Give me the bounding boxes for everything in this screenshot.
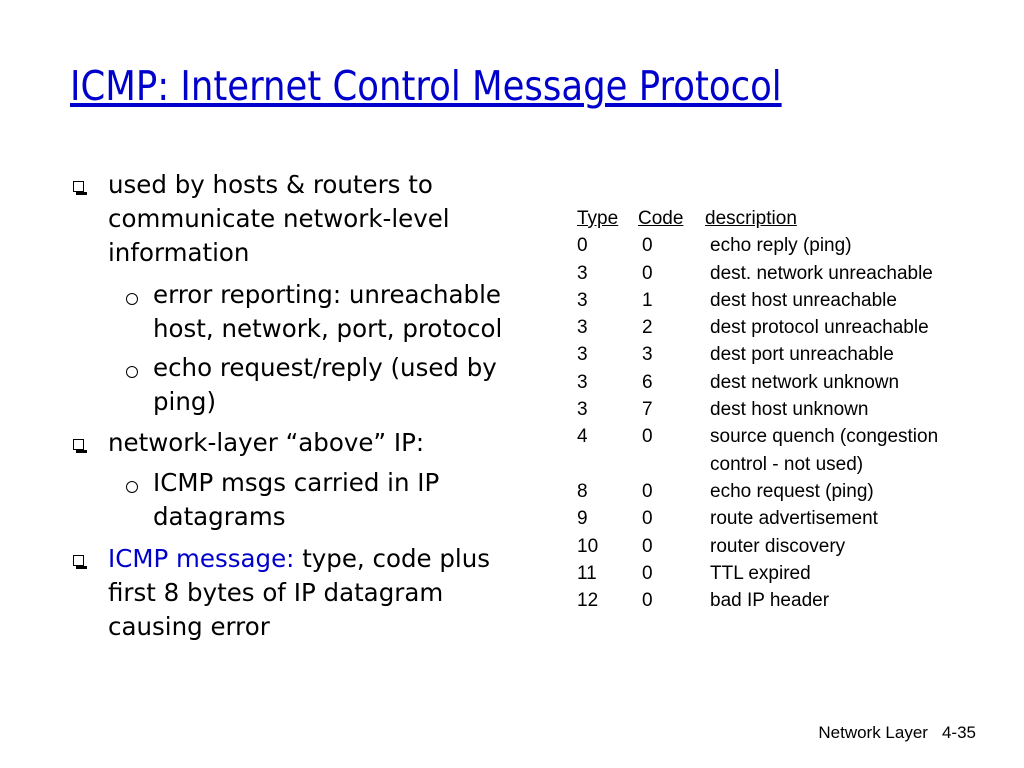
cell-description: router discovery [710,535,846,557]
bullet-text: network-layer “above” IP: [108,428,425,457]
cell-type: 3 [577,399,588,421]
cell-description: dest. network unreachable [710,262,933,284]
bullet-text [108,542,528,644]
cell-code: 0 [642,508,653,530]
cell-type: 8 [577,480,588,502]
header-type: Type [577,208,619,229]
cell-code: 0 [642,590,653,612]
header-description: description [705,208,797,229]
cell-type: 3 [577,344,588,366]
ring-bullet-icon [126,280,138,317]
cell-type: 12 [577,590,599,612]
cell-type: 4 [577,426,588,448]
ring-bullet-icon [126,353,138,390]
footer-section: Network Layer [818,723,928,742]
cell-code: 0 [642,535,653,557]
cell-code: 0 [642,562,653,584]
cell-type: 3 [577,371,588,393]
cell-type: 3 [577,289,588,311]
cell-code: 0 [642,262,653,284]
cell-type: 10 [577,535,599,557]
cell-type: 0 [577,235,588,257]
header-code: Code [638,208,684,229]
square-bullet-icon [73,544,84,578]
cell-description: source quench (congestion [710,426,939,448]
sub-bullet-text: echo request/reply (used by ping) [153,353,497,416]
cell-description: dest protocol unreachable [710,317,929,339]
square-bullet-icon [73,170,84,204]
cell-description: echo reply (ping) [710,235,852,257]
cell-description: route advertisement [710,508,878,530]
cell-code: 0 [642,480,653,502]
cell-type: 11 [577,562,597,584]
cell-type: 9 [577,508,588,530]
cell-description: dest port unreachable [710,344,894,366]
cell-code: 2 [642,317,653,339]
bullet-text: used by hosts & routers to communicate network-level information [108,170,450,267]
cell-code: 0 [642,235,653,257]
cell-code: 3 [642,344,653,366]
cell-description: control - not used) [710,453,864,475]
cell-code: 0 [642,426,653,448]
cell-description: dest host unknown [710,399,869,421]
cell-description: echo request (ping) [710,480,874,502]
sub-bullet-text: error reporting: unreachable host, network, port, protocol [153,280,503,343]
footer-page-number: 4-35 [941,723,976,742]
slide-title: ICMP: Internet Control Message Protocol [70,62,782,110]
ring-bullet-icon [126,468,138,505]
cell-code: 6 [642,371,653,393]
footer [804,723,976,743]
sub-bullet-text: ICMP msgs carried in IP datagrams [153,468,440,531]
cell-code: 7 [642,399,653,421]
bullet-rest-text: type, code plus first 8 bytes of IP datagram causing error [108,544,491,641]
cell-description: TTL expired [710,562,811,584]
cell-description: dest network unknown [710,371,900,393]
cell-description: bad IP header [710,590,830,612]
cell-type: 3 [577,317,588,339]
cell-type: 3 [577,262,588,284]
cell-description: dest host unreachable [710,289,897,311]
highlight-text: ICMP message: [108,544,295,573]
cell-code: 1 [642,289,653,311]
square-bullet-icon [73,428,84,462]
